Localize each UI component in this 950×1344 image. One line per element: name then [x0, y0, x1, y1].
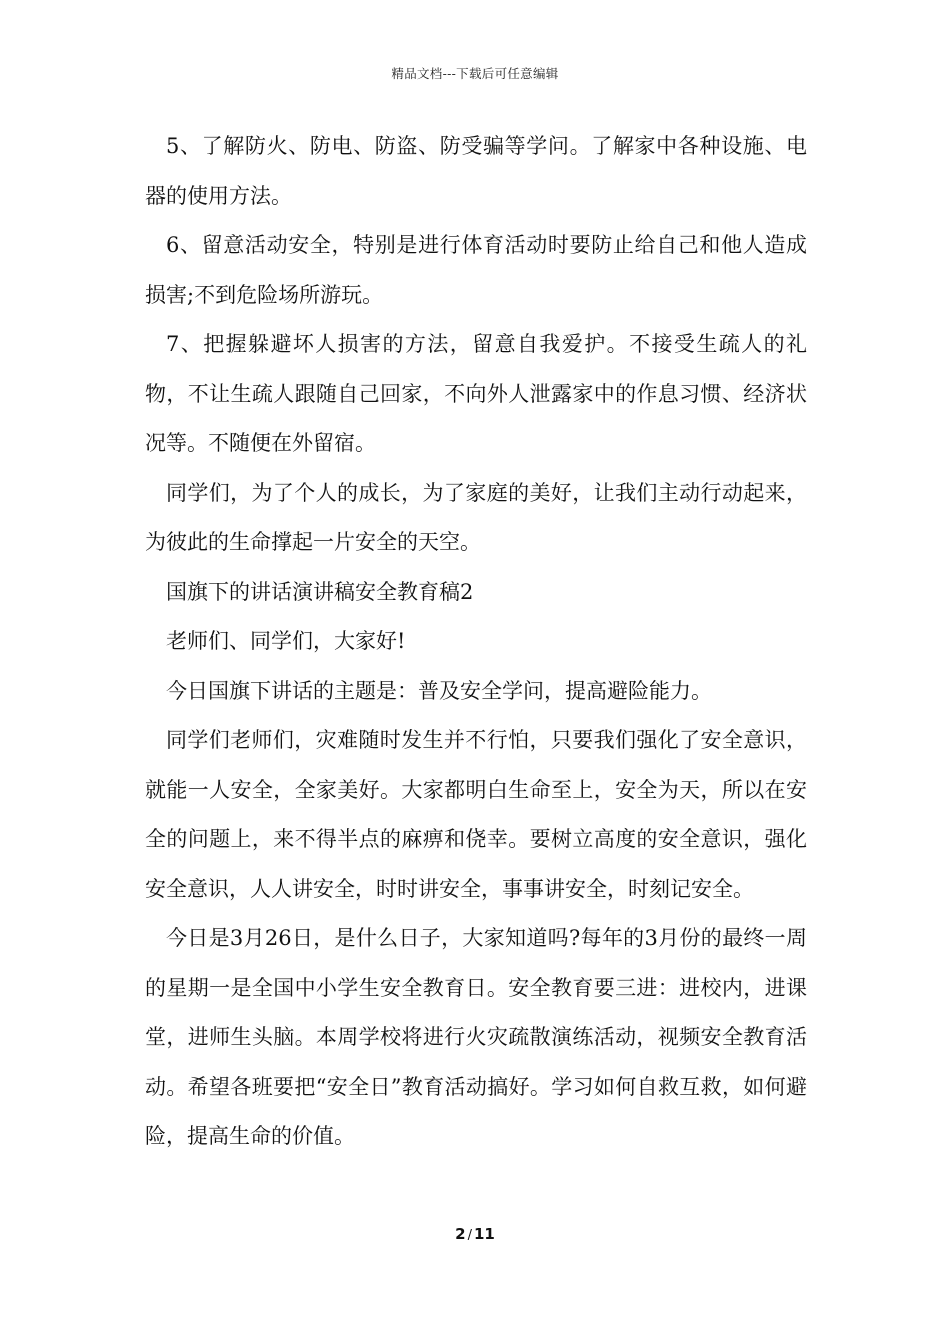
document-body [145, 122, 807, 1162]
paragraph-safety-day: 今日是3月26日，是什么日子，大家知道吗?每年的3月份的最终一周的星期一是全国中小学生安全教育日。安全教育要三进：进校内，进课堂，进师生头脑。本周学校将进行火灾疏散演练活动，视频安全教育活动。希望各班要把“安全日”教育活动搞好。学习如何自救互救，如何避险，提高生命的价值。 [145, 926, 807, 1148]
paragraph-item-6: 6、留意活动安全，特别是进行体育活动时要防止给自己和他人造成损害;不到危险场所游玩。 [145, 233, 807, 307]
current-page-number: 2 [455, 1225, 466, 1243]
paragraph-item-7: 7、把握躲避坏人损害的方法，留意自我爱护。不接受生疏人的礼物，不让生疏人跟随自己回家，不向外人泄露家中的作息习惯、经济状况等。不随便在外留宿。 [145, 332, 807, 455]
paragraph-item-5: 5、了解防火、防电、防盗、防受骗等学问。了解家中各种设施、电器的使用方法。 [145, 134, 807, 208]
section-title: 国旗下的讲话演讲稿安全教育稿2 [166, 579, 474, 604]
paragraph-call-to-action: 同学们，为了个人的成长，为了家庭的美好，让我们主动行动起来，为彼此的生命撑起一片安全的天空。 [145, 480, 807, 554]
page-separator: / [467, 1228, 472, 1243]
page-header: 精品文档---下载后可任意编辑 [391, 66, 559, 81]
page-number [0, 1225, 950, 1243]
greeting: 老师们、同学们，大家好! [166, 629, 406, 653]
total-pages-number: 11 [473, 1225, 495, 1243]
paragraph-safety-awareness: 同学们老师们，灾难随时发生并不行怕，只要我们强化了安全意识，就能一人安全，全家美好。大家都明白生命至上，安全为天，所以在安全的问题上，来不得半点的麻痹和侥幸。要树立高度的安全意识，强化安全意识，人人讲安全，时时讲安全，事事讲安全，时刻记安全。 [145, 728, 807, 901]
speech-topic: 今日国旗下讲话的主题是：普及安全学问，提高避险能力。 [166, 678, 712, 703]
